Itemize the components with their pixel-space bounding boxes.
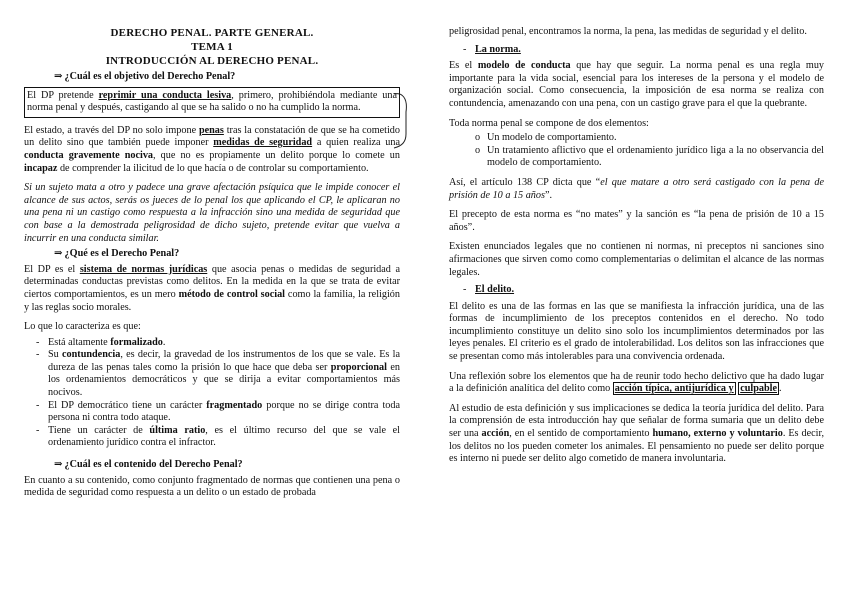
paragraph-precepto: El precepto de esta norma es “no mates” y la sanción es “la pena de prisión de 10 a 15 años”. (449, 209, 824, 233)
left-column (24, 26, 400, 500)
paragraph-continuation: peligrosidad penal, encontramos la norma, la pena, las medidas de seguridad y el delito. (449, 26, 807, 37)
paragraph-enunciados: Existen enunciados legales que no contienen ni normas, ni preceptos ni sanciones sino afirmaciones que sirven como como complementarias o delimitan el alcance de las normas legales. (449, 241, 824, 278)
paragraph-caracteriza: Lo que lo caracteriza es que: (24, 321, 141, 333)
tema-title: INTRODUCCIÓN AL DERECHO PENAL. (105, 55, 319, 67)
list-item: - El DP democrático tiene un carácter fragmentado porque no se dirige contra toda persona ni contra todo ataque. (38, 400, 400, 425)
paragraph-definicion: El DP es el sistema de normas jurídicas que asocia penas o medidas de seguridad a determinadas conductas previstas como delitos. En la medida en la que se trata de evitar ciertos comportamientos, es un mero método de control social como la familia, la religión y las reglas socio morales. (24, 263, 400, 313)
section-el-delito: - El delito. (463, 284, 515, 296)
paragraph-norma: Es el modelo de conducta que hay que seguir. La norma penal es una regla muy importante para la vida social, esencial para los intereses de la persona y el modelo de organización social. Como consecuencia, la imposición de esa norma se realiza con contundencia, amenazando con una pena, con un castigo grave para el que la quebrante. (449, 60, 825, 109)
list-item: o Un modelo de comportamiento. (475, 132, 824, 145)
question-contenido: ⇒ ¿Cuál es el contenido del Derecho Penal? (54, 459, 243, 471)
arrow-icon: ⇒ (54, 71, 63, 82)
characteristics-list (24, 337, 400, 450)
question-que-es: ⇒ ¿Qué es el Derecho Penal? (54, 248, 180, 260)
list-item: - Está altamente formalizado. (38, 337, 400, 350)
arrow-icon: ⇒ (54, 248, 63, 260)
paragraph-penas: El estado, a través del DP no solo impone penas tras la constatación de que se ha cometido un delito sino que también puede imponer medidas de seguridad a quien realiza una conducta gravemente nociva, que no es propiamente un delito porque lo comete un incapaz de comprender la ilicitud de lo que hacía o de controlar su comportamiento. (24, 124, 400, 174)
section-la-norma: - La norma. (463, 43, 521, 55)
doc-title: DERECHO PENAL. PARTE GENERAL. (110, 27, 314, 39)
right-column (449, 26, 824, 466)
list-item: - Tiene un carácter de última ratio, es el último recurso del que se vale el ordenamiento jurídico contra el infractor. (38, 425, 400, 450)
paragraph-elementos: Toda norma penal se compone de dos elementos: (449, 117, 649, 129)
paragraph-articulo: Así, el artículo 138 CP dicta que “el que matare a otro será castigado con la pena de prisión de 10 a 15 años”. (449, 176, 824, 201)
paragraph-reflexion: Una reflexión sobre los elementos que ha de reunir todo hecho delictivo que ha dado lugar a la definición analítica del delito como acción típica, antijurídica y culpable . (449, 370, 824, 395)
boxed-definition: El DP pretende reprimir una conducta lesiva, primero, prohibiéndola mediante una norma penal y después, castigando al que se ha salido o no ha cumplido la norma. (24, 87, 400, 118)
list-item: - Su contundencia, es decir, la gravedad de los instrumentos de los que se vale. Es la dureza de las penas tales como la prisión lo que hace que deba ser proporcional en los ordenamientos democráticos y que se dirija a evitar comportamientos más nocivos. (38, 349, 400, 399)
tema-number: TEMA 1 (191, 41, 233, 53)
elements-list (449, 132, 824, 170)
paragraph-estudio: Al estudio de esta definición y sus implicaciones se dedica la teoría jurídica del delito. Para la comprensión de esta introducción hay que señalar de forma sumaria que un delito debe ser una acción, en el sentido de comportamiento humano, externo y voluntario. Es decir, los delitos no los pueden cometer los animales. El pensamiento no puede ser delito porque es interno ni puede ser delito algo cometido de manera involuntaria. (449, 402, 824, 465)
paragraph-contenido: En cuanto a su contenido, como conjunto fragmentado de normas que contienen una pena o medida de seguridad como respuesta a un delito o un estado de probada (24, 474, 400, 499)
arrow-icon: ⇒ (54, 459, 63, 471)
paragraph-delito: El delito es una de las formas en las que se manifiesta la infracción jurídica, una de las formas de incumplimiento de los preceptos contenidos en el derecho. No todo incumplimiento constituye un delito sino solo los incumplimientos determinados por las leyes penales. El criterio es el grado de intolerabilidad. Los delitos son las infracciones que se presentan como más intolerables para una convivencia ordenada. (449, 300, 824, 363)
list-item: o Un tratamiento aflictivo que el ordenamiento jurídico liga a la no observancia del modelo de comportamiento. (475, 145, 824, 170)
paragraph-example: Si un sujeto mata a otro y padece una grave afectación psíquica que le impide conocer el alcance de sus actos, serás os jueces de lo penal los que aplicando el CP, le aplicaran no una pena ni un castigo como respuesta a la infracción sino una medida de seguridad que con base a la demostrada peligrosidad de dicho sujeto, pretende evitar que vuelva a incurrir en una conducta similar. (24, 182, 400, 244)
question-objetivo: ⇒ ¿Cuál es el objetivo del Derecho Penal? (54, 71, 236, 82)
